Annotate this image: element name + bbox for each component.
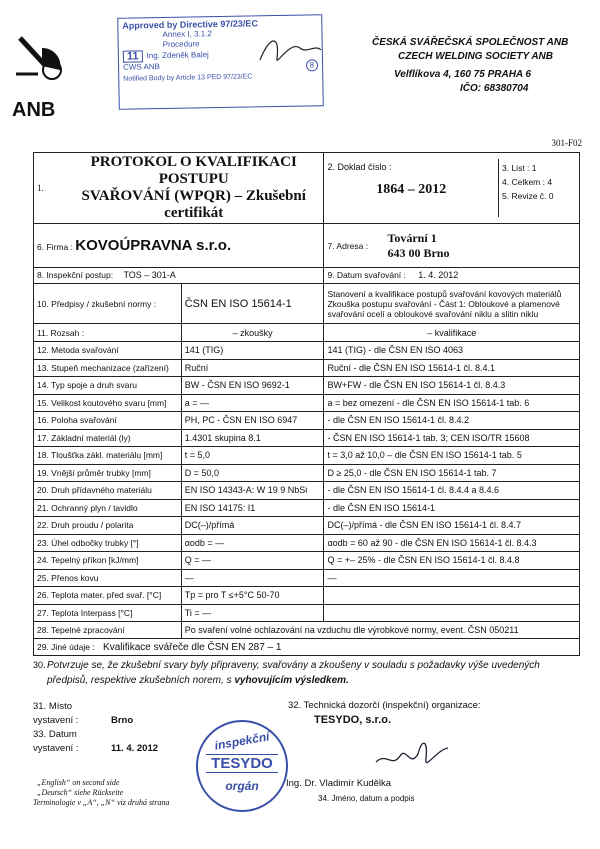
wpqr-table — [33, 152, 580, 656]
row-qualified: a = bez omezení - dle ČSN EN ISO 15614-1 tab. 6 — [324, 394, 580, 412]
issue-block — [33, 700, 158, 756]
other-value: Kvalifikace svářeče dle ČSN EN 287 – 1 — [103, 641, 282, 653]
signature-name: Ing. Dr. Vladimír Kudělka — [286, 778, 392, 789]
organization-header — [372, 36, 582, 96]
footnote-terms: Terminologie v „A“, „N“ viz druhá strana — [33, 798, 170, 807]
table-row — [34, 342, 580, 360]
stamp2-top: inspekční — [213, 729, 271, 753]
table-row — [34, 447, 580, 465]
stamp-line5: CWS ANB — [122, 62, 161, 72]
statement — [33, 658, 580, 688]
org-name-en: CZECH WELDING SOCIETY ANB — [398, 51, 554, 62]
form-id: 301-F02 — [551, 138, 582, 148]
row-tested: 141 (TIG) — [181, 342, 324, 360]
row-label: 15. Velikost koutového svaru [mm] — [34, 394, 182, 412]
parameter-rows — [34, 342, 580, 622]
doc-number: 1864 – 2012 — [376, 182, 447, 197]
issue-date: 11. 4. 2012 — [111, 743, 159, 754]
row-label: 24. Tepelný příkon [kJ/mm] — [34, 552, 182, 570]
doc-cell — [324, 153, 580, 224]
row-label: 16. Poloha svařování — [34, 412, 182, 430]
row-qualified: DC(–)/přímá - dle ČSN EN ISO 15614-1 čl. 8.4.7 — [324, 517, 580, 535]
firm-name: KOVOÚPRAVNA s.r.o. — [75, 236, 232, 254]
place-label: 31. Místo vystavení : — [33, 701, 79, 726]
row-label: 12. Metoda svařování — [34, 342, 182, 360]
address-line2: 643 00 Brno — [387, 245, 450, 260]
footnote-de: „Deutsch“ siehe Rückseite — [37, 788, 124, 797]
list-count: 3. List : 1 — [502, 163, 537, 173]
logo-text: ANB — [12, 99, 56, 121]
inspection-value: TOS – 301-A — [123, 270, 176, 280]
row-label: 21. Ochranný plyn / tavidlo — [34, 499, 182, 517]
row-qualified: Ruční - dle ČSN EN ISO 15614-1 čl. 8.4.1 — [324, 359, 580, 377]
org-label: 32. Technická dozorčí (inspekční) organizace: — [288, 700, 481, 711]
row-tested: EN ISO 14343-A: W 19 9 NbSi — [181, 482, 324, 500]
row-qualified — [324, 604, 580, 622]
row-qualified: 141 (TIG) - dle ČSN EN ISO 4063 — [324, 342, 580, 360]
title-cell — [34, 153, 324, 224]
row-tested: Ruční — [181, 359, 324, 377]
stamp-line3: Procedure — [162, 39, 200, 50]
title-line1: PROTOKOL O KVALIFIKACI POSTUPU — [90, 154, 297, 187]
table-row — [34, 517, 580, 535]
table-row — [34, 482, 580, 500]
row-qualified — [324, 587, 580, 605]
address-line1: Tovární 1 — [387, 230, 437, 245]
row-tested: EN ISO 14175: I1 — [181, 499, 324, 517]
stamp-badge: 8 — [306, 59, 319, 71]
doc-label: 2. Doklad číslo : — [327, 162, 392, 172]
statement-result: vyhovujícím výsledkem. — [234, 675, 349, 686]
total-count: 4. Celkem : 4 — [502, 177, 553, 187]
footnote — [33, 778, 169, 808]
row-label: 20. Druh přídavného materiálu — [34, 482, 182, 500]
table-row — [34, 412, 580, 430]
stamp2-bottom: orgán — [225, 779, 259, 793]
org-value: TESYDO, s.r.o. — [314, 714, 392, 726]
weld-date-label: 9. Datum svařování : — [327, 270, 406, 280]
row-qualified: - ČSN EN ISO 15614-1 tab. 3; CEN ISO/TR 15608 — [324, 429, 580, 447]
statement-num: 30. — [33, 660, 46, 670]
row-qualified: t = 3,0 až 10,0 – dle ČSN EN ISO 15614-1 tab. 5 — [324, 447, 580, 465]
anb-logo — [12, 28, 72, 121]
org-address: Velflíkova 4, 160 75 PRAHA 6 — [394, 69, 532, 80]
row-qualified: αodb = 60 až 90 - dle ČSN EN ISO 15614-1 čl. 8.4.3 — [324, 534, 580, 552]
row-label: 17. Základní materiál (ly) — [34, 429, 182, 447]
row-tested: a = — — [181, 394, 324, 412]
table-row — [34, 464, 580, 482]
norms-label: 10. Předpisy / zkušební normy : — [34, 284, 182, 324]
revision: 5. Revize č. 0 — [502, 191, 554, 201]
weld-date: 1. 4. 2012 — [418, 270, 459, 280]
title-line2: SVAŘOVÁNÍ (WPQR) – Zkušební certifikát — [81, 188, 306, 221]
place-value: Brno — [111, 715, 134, 726]
row-qualified: Q = +– 25% - dle ČSN EN ISO 15614-1 čl. 8.4.8 — [324, 552, 580, 570]
org-ico: IČO: 68380704 — [460, 83, 529, 94]
org-name-cz: ČESKÁ SVÁŘEČSKÁ SPOLEČNOST ANB — [372, 37, 569, 48]
stamp-line6: Notified Body by Article 13 PED 97/23/EC — [123, 73, 253, 83]
row-tested: D = 50,0 — [181, 464, 324, 482]
table-row — [34, 569, 580, 587]
row-qualified: D ≥ 25,0 - dle ČSN EN ISO 15614-1 tab. 7 — [324, 464, 580, 482]
row-label: 27. Teplota Interpass [°C] — [34, 604, 182, 622]
row-qualified: - dle ČSN EN ISO 15614-1 čl. 8.4.4 a 8.4.6 — [324, 482, 580, 500]
row-label: 25. Přenos kovu — [34, 569, 182, 587]
row-tested: αodb = — — [181, 534, 324, 552]
scope-tested: – zkoušky — [181, 324, 324, 342]
table-row — [34, 604, 580, 622]
row-label: 26. Teplota mater. před svař. [°C] — [34, 587, 182, 605]
table-row — [34, 429, 580, 447]
footnote-en: „English“ on second side — [37, 778, 120, 787]
row-tested: — — [181, 569, 324, 587]
scope-qualified: – kvalifikace — [324, 324, 580, 342]
row-tested: Q = — — [181, 552, 324, 570]
row-qualified: - dle ČSN EN ISO 15614-1 — [324, 499, 580, 517]
inspection-stamp — [196, 720, 288, 812]
row-label: 18. Tloušťka zákl. materiálu [mm] — [34, 447, 182, 465]
other-cell — [34, 639, 580, 656]
welding-emblem-icon — [12, 28, 72, 100]
heat-value: Po svaření volné ochlazování na vzduchu dle výrobkové normy, event. ČSN 050211 — [181, 622, 579, 639]
stamp-line4: Ing. Zdeněk Balej — [146, 50, 209, 61]
inspection-cell — [34, 268, 324, 284]
row-tested: Tp = pro T ≤+5°C 50-70 — [181, 587, 324, 605]
title-num: 1. — [37, 183, 44, 193]
table-row — [34, 359, 580, 377]
row-tested: BW - ČSN EN ISO 9692-1 — [181, 377, 324, 395]
row-tested: DC(–)/přímá — [181, 517, 324, 535]
other-label: 29. Jiné údaje : — [37, 641, 95, 652]
stamp2-middle: TESYDO — [206, 754, 278, 773]
stamp-signature-icon — [255, 30, 325, 70]
row-tested: Ti = — — [181, 604, 324, 622]
firm-cell — [34, 224, 324, 268]
address-label: 7. Adresa : — [327, 240, 369, 251]
row-tested: 1.4301 skupina 8.1 — [181, 429, 324, 447]
row-label: 13. Stupeň mechanizace (zařízení) — [34, 359, 182, 377]
signature-icon — [372, 728, 452, 776]
row-label: 14. Typ spoje a druh svaru — [34, 377, 182, 395]
table-row — [34, 552, 580, 570]
stamp-line1: Approved by Directive 97/23/EC — [122, 18, 258, 31]
firm-label: 6. Firma : — [37, 241, 73, 252]
heat-label: 28. Tepelné zpracování — [34, 622, 182, 639]
row-qualified: BW+FW - dle ČSN EN ISO 15614-1 čl. 8.4.3 — [324, 377, 580, 395]
table-row — [34, 534, 580, 552]
address-cell — [324, 224, 580, 268]
issue-date-label: 33. Datum vystavení : — [33, 729, 79, 754]
table-row — [34, 377, 580, 395]
stamp-number: 11 — [123, 50, 143, 62]
norms-description: Stanovení a kvalifikace postupů svařování kovových materiálů Zkouška postupu svařování - Část 1: Obloukové a plamenové svařování ocelí a obloukové svařování niklu a slitin niklu — [324, 284, 580, 324]
row-qualified: - dle ČSN EN ISO 15614-1 čl. 8.4.2 — [324, 412, 580, 430]
row-tested: PH, PC - ČSN EN ISO 6947 — [181, 412, 324, 430]
row-label: 23. Úhel odbočky trubky [°] — [34, 534, 182, 552]
date-cell — [324, 268, 580, 284]
signature-caption: 34. Jméno, datum a podpis — [318, 794, 415, 803]
table-row — [34, 587, 580, 605]
statement-text: Potvrzuje se, že zkušební svary byly připraveny, svařovány a zkoušeny v souladu s požadavky výše uvedených předpisů, respektive zkušebních norem, s — [47, 660, 540, 686]
inspection-label: 8. Inspekční postup: — [37, 270, 114, 280]
row-label: 22. Druh proudu / polarita — [34, 517, 182, 535]
table-row — [34, 394, 580, 412]
organization-block — [288, 700, 481, 726]
row-label: 19. Vnější průměr trubky [mm] — [34, 464, 182, 482]
stamp-line2: Annex I, 3.1.2 — [162, 29, 212, 40]
norms-value: ČSN EN ISO 15614-1 — [181, 284, 324, 324]
table-row — [34, 499, 580, 517]
row-tested: t = 5,0 — [181, 447, 324, 465]
scope-label: 11. Rozsah : — [34, 324, 182, 342]
row-qualified: — — [324, 569, 580, 587]
